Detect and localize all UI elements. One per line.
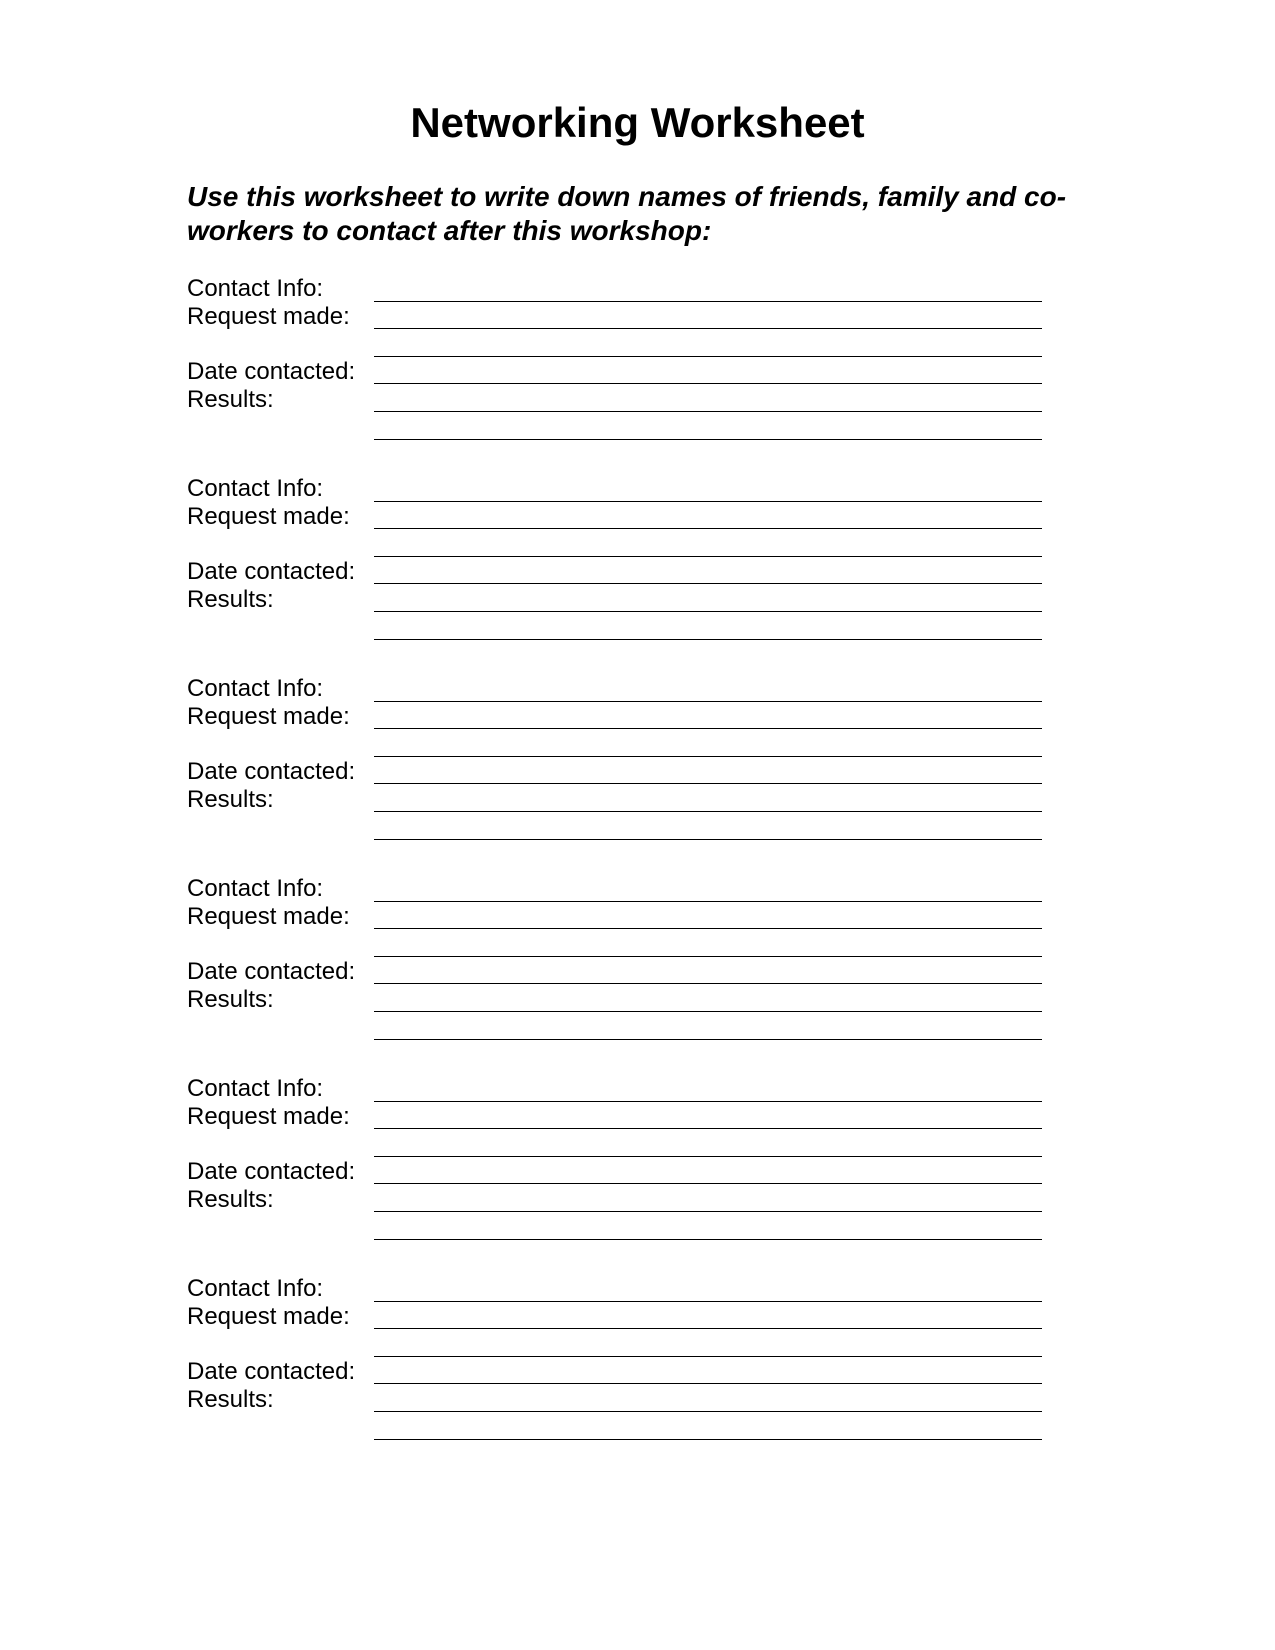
- contact-info-line: [374, 701, 1042, 702]
- results-label: Results:: [187, 1386, 274, 1413]
- results-line-2: [374, 1439, 1042, 1440]
- date-contacted-label: Date contacted:: [187, 558, 356, 585]
- date-contacted-label: Date contacted:: [187, 758, 356, 785]
- contact-info-label: Contact Info:: [187, 1275, 324, 1302]
- request-made-line-1: [374, 1128, 1042, 1129]
- date-contacted-line: [374, 583, 1042, 584]
- date-contacted-line: [374, 1383, 1042, 1384]
- date-contacted-label: Date contacted:: [187, 358, 356, 385]
- request-made-label: Request made:: [187, 303, 350, 330]
- request-made-line-1: [374, 928, 1042, 929]
- results-line-1: [374, 1011, 1042, 1012]
- request-made-line-2: [374, 556, 1042, 557]
- date-contacted-label: Date contacted:: [187, 1358, 356, 1385]
- contact-info-line: [374, 901, 1042, 902]
- date-contacted-label: Date contacted:: [187, 958, 356, 985]
- results-line-1: [374, 1211, 1042, 1212]
- results-line-2: [374, 839, 1042, 840]
- worksheet-instructions: Use this worksheet to write down names of friends, family and co-workers to contact after this workshop:: [187, 181, 1067, 246]
- results-line-1: [374, 611, 1042, 612]
- contact-entry: [187, 875, 1047, 1055]
- request-made-line-2: [374, 956, 1042, 957]
- contact-entry: [187, 1275, 1047, 1455]
- date-contacted-label: Date contacted:: [187, 1158, 356, 1185]
- contact-entry: [187, 475, 1047, 655]
- request-made-line-2: [374, 1356, 1042, 1357]
- date-contacted-line: [374, 983, 1042, 984]
- request-made-label: Request made:: [187, 903, 350, 930]
- results-label: Results:: [187, 386, 274, 413]
- results-line-1: [374, 411, 1042, 412]
- results-line-2: [374, 439, 1042, 440]
- date-contacted-line: [374, 383, 1042, 384]
- contact-info-line: [374, 1101, 1042, 1102]
- date-contacted-line: [374, 783, 1042, 784]
- request-made-line-2: [374, 756, 1042, 757]
- results-label: Results:: [187, 586, 274, 613]
- request-made-label: Request made:: [187, 1303, 350, 1330]
- contact-info-label: Contact Info:: [187, 275, 324, 302]
- request-made-line-1: [374, 528, 1042, 529]
- results-label: Results:: [187, 1186, 274, 1213]
- contact-info-label: Contact Info:: [187, 475, 324, 502]
- request-made-label: Request made:: [187, 703, 350, 730]
- contact-info-line: [374, 1301, 1042, 1302]
- request-made-label: Request made:: [187, 1103, 350, 1130]
- results-label: Results:: [187, 986, 274, 1013]
- contact-entry: [187, 275, 1047, 455]
- contact-info-label: Contact Info:: [187, 1075, 324, 1102]
- page-title: Networking Worksheet: [410, 99, 865, 146]
- date-contacted-line: [374, 1183, 1042, 1184]
- results-line-2: [374, 639, 1042, 640]
- contact-entry: [187, 675, 1047, 855]
- request-made-line-1: [374, 328, 1042, 329]
- contact-info-line: [374, 501, 1042, 502]
- contact-entry: [187, 1075, 1047, 1255]
- results-line-2: [374, 1039, 1042, 1040]
- request-made-line-2: [374, 356, 1042, 357]
- results-line-2: [374, 1239, 1042, 1240]
- results-line-1: [374, 811, 1042, 812]
- contact-info-line: [374, 301, 1042, 302]
- results-line-1: [374, 1411, 1042, 1412]
- request-made-line-1: [374, 1328, 1042, 1329]
- contact-info-label: Contact Info:: [187, 675, 324, 702]
- request-made-line-1: [374, 728, 1042, 729]
- request-made-label: Request made:: [187, 503, 350, 530]
- results-label: Results:: [187, 786, 274, 813]
- request-made-line-2: [374, 1156, 1042, 1157]
- contact-info-label: Contact Info:: [187, 875, 324, 902]
